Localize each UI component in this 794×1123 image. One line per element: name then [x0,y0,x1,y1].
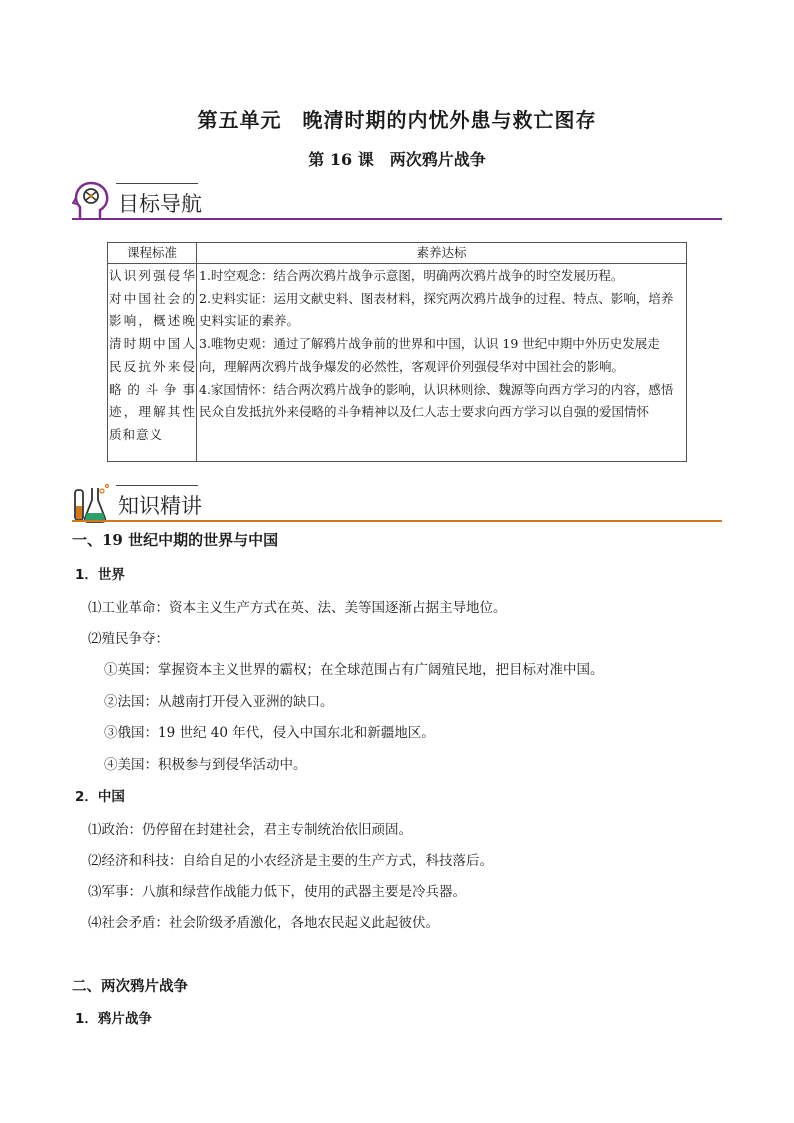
paragraph-russia: ③俄国：19 世纪 40 年代，侵入中国东北和新疆地区。 [104,725,435,741]
table-header-literacy: 素养达标 [197,243,687,264]
literacy-item: 4.家国情怀：结合两次鸦片战争的影响，认识林则徐、魏源等向西方学习的内容，感悟民众自发抵抗外来侵略的斗争精神以及仁人志士要求向西方学习以自强的爱国情怀 [199,381,674,420]
literacy-cell [197,264,687,462]
paragraph-society: ⑷社会矛盾：社会阶级矛盾激化，各地农民起义此起彼伏。 [88,915,439,931]
heading-part2: 二、两次鸦片战争 [72,978,188,995]
subheading-opium-war: 1．鸦片战争 [75,1011,152,1027]
section-header-goal [72,180,722,222]
standard-cell: 认识列强侵华对中国社会的影响，概述晚清时期中国人民反抗外来侵略的斗争事迹，理解其性质和意义 [108,264,197,462]
section-header-knowledge [72,482,722,524]
literacy-item: 1.时空观念：结合两次鸦片战争示意图，明确两次鸦片战争的时空发展历程。 [199,268,624,283]
subheading-china: 2．中国 [75,789,125,805]
paragraph-france: ②法国：从越南打开侵入亚洲的缺口。 [104,694,334,710]
subheading-world: 1．世界 [75,567,125,583]
heading-part1: 一、19 世纪中期的世界与中国 [72,531,279,549]
section-title-goal: 目标导航 [118,192,202,216]
literacy-item: 2.史料实证：运用文献史料、图表材料，探究两次鸦片战争的过程、特点、影响，培养史料实证的素养。 [199,290,674,329]
lesson-title: 第 16 课 两次鸦片战争 [308,150,486,169]
paragraph-usa: ④美国：积极参与到侵华活动中。 [104,757,307,773]
paragraph-colonial: ⑵殖民争夺： [88,631,169,647]
section-title-knowledge: 知识精讲 [118,494,202,518]
unit-title: 第五单元 晚清时期的内忧外患与救亡图存 [197,108,597,132]
lab-flask-icon [72,482,112,524]
head-brain-icon [72,180,112,222]
table-header-standard: 课程标准 [108,243,197,264]
paragraph-britain: ①英国：掌握资本主义世界的霸权；在全球范围占有广阔殖民地，把目标对准中国。 [104,662,604,678]
goal-table [107,242,687,462]
paragraph-industrial: ⑴工业革命：资本主义生产方式在英、法、美等国逐渐占据主导地位。 [88,600,507,616]
paragraph-economy: ⑵经济和科技：自给自足的小农经济是主要的生产方式，科技落后。 [88,853,493,869]
literacy-item: 3.唯物史观：通过了解鸦片战争前的世界和中国，认识 19 世纪中期中外历史发展走向，理解两次鸦片战争爆发的必然性，客观评价列强侵华对中国社会的影响。 [199,336,660,374]
paragraph-military: ⑶军事：八旗和绿营作战能力低下，使用的武器主要是冷兵器。 [88,884,466,900]
paragraph-politics: ⑴政治：仍停留在封建社会，君主专制统治依旧顽固。 [88,822,412,838]
